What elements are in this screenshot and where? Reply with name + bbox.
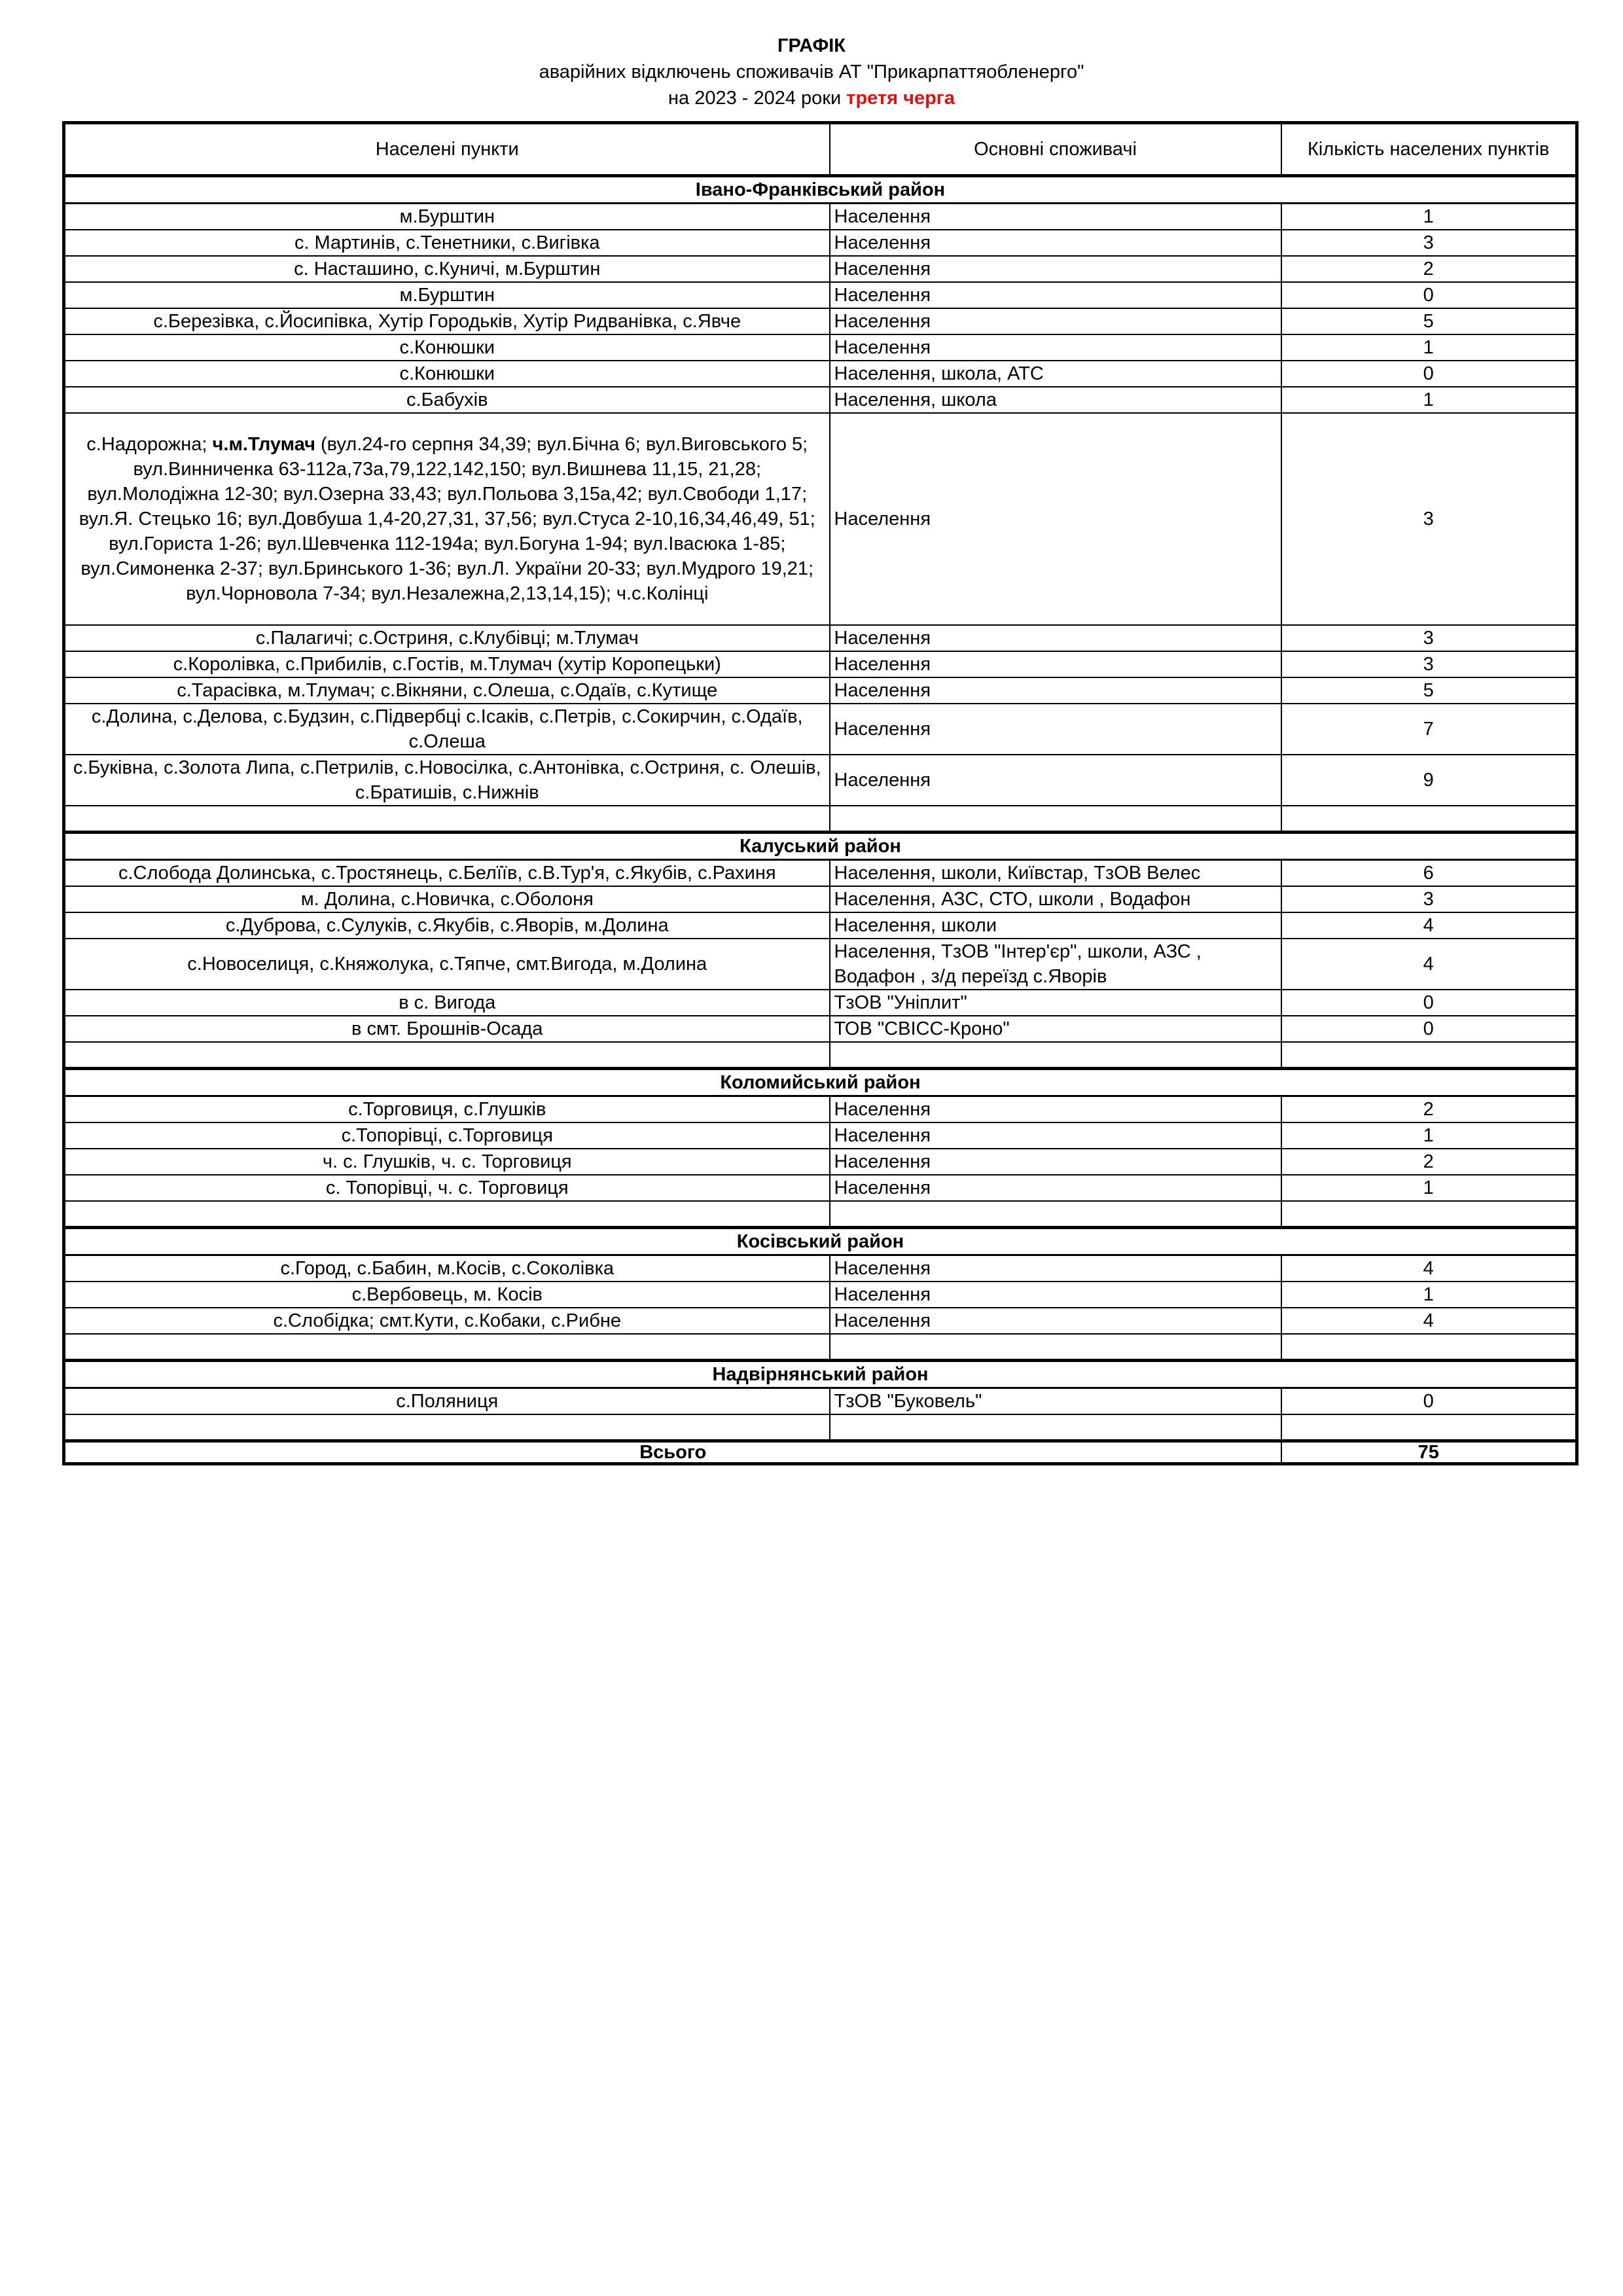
count-cell: 0 bbox=[1281, 1388, 1577, 1415]
table-row bbox=[64, 625, 1577, 651]
table-row bbox=[64, 387, 1577, 413]
locality-cell: с.Слобода Долинська, с.Тростянець, с.Белїїв, с.В.Тур'я, с.Якубів, с.Рахиня bbox=[64, 860, 830, 887]
count-cell: 1 bbox=[1281, 204, 1577, 230]
count-cell: 2 bbox=[1281, 1149, 1577, 1175]
table-row bbox=[64, 651, 1577, 677]
queue-label: третя черга bbox=[846, 88, 955, 109]
empty-row bbox=[64, 1334, 1577, 1361]
count-cell: 3 bbox=[1281, 413, 1577, 625]
count-cell: 1 bbox=[1281, 1175, 1577, 1201]
period-text: на 2023 - 2024 роки bbox=[668, 88, 842, 109]
table-row bbox=[64, 1388, 1577, 1415]
document-subtitle: аварійних відключень споживачів АТ "Прикарпаттяобленерго" bbox=[539, 62, 1084, 82]
section-header-kosiv bbox=[64, 1228, 1577, 1255]
locality-bold-text: ч.м.Тлумач bbox=[212, 434, 315, 455]
count-cell: 3 bbox=[1281, 625, 1577, 651]
locality-cell: с.Буківна, с.Золота Липа, с.Петрилів, с.Новосілка, с.Антонівка, с.Остриня, с. Олешів, с.Братишів, с.Нижнів bbox=[64, 755, 830, 806]
locality-cell: с.Конюшки bbox=[64, 334, 830, 361]
locality-cell: с.Город, с.Бабин, м.Косів, с.Соколівка bbox=[64, 1255, 830, 1282]
table-row bbox=[64, 886, 1577, 912]
section-title: Коломийський район bbox=[64, 1069, 1577, 1096]
consumers-cell: Населення, школа, АТС bbox=[830, 361, 1281, 387]
section-title: Косівський район bbox=[64, 1228, 1577, 1255]
empty-row bbox=[64, 1201, 1577, 1228]
locality-cell: с.Тарасівка, м.Тлумач; с.Вікняни, с.Олеша, с.Одаїв, с.Кутище bbox=[64, 677, 830, 704]
consumers-cell: Населення bbox=[830, 755, 1281, 806]
table-row bbox=[64, 1096, 1577, 1123]
count-cell: 0 bbox=[1281, 361, 1577, 387]
consumers-cell: Населення bbox=[830, 677, 1281, 704]
count-cell: 2 bbox=[1281, 1096, 1577, 1123]
count-cell: 1 bbox=[1281, 1282, 1577, 1308]
table-row bbox=[64, 308, 1577, 334]
count-cell: 6 bbox=[1281, 860, 1577, 887]
section-title: Надвірнянський район bbox=[64, 1361, 1577, 1388]
table-row bbox=[64, 1308, 1577, 1334]
table-row bbox=[64, 413, 1577, 625]
consumers-cell: Населення bbox=[830, 308, 1281, 334]
section-header-kalush bbox=[64, 833, 1577, 860]
consumers-cell: ТзОВ "Уніплит" bbox=[830, 990, 1281, 1016]
locality-cell: с.Королівка, с.Прибилів, с.Гостів, м.Тлумач (хутір Коропецьки) bbox=[64, 651, 830, 677]
count-cell: 4 bbox=[1281, 1255, 1577, 1282]
total-value: 75 bbox=[1281, 1441, 1577, 1464]
table-row bbox=[64, 860, 1577, 887]
table-row bbox=[64, 755, 1577, 806]
consumers-cell: Населення bbox=[830, 413, 1281, 625]
consumers-cell: Населення bbox=[830, 282, 1281, 308]
consumers-cell: Населення bbox=[830, 651, 1281, 677]
locality-cell: с.Долина, с.Делова, с.Будзин, с.Підвербці с.Ісаків, с.Петрів, с.Сокирчин, с.Одаїв, с.Олеша bbox=[64, 704, 830, 755]
locality-cell: м.Бурштин bbox=[64, 282, 830, 308]
column-header-consumers: Основні споживачі bbox=[830, 123, 1281, 176]
consumers-cell: Населення, школи, Київстар, ТзОВ Велес bbox=[830, 860, 1281, 887]
empty-row bbox=[64, 806, 1577, 833]
total-row bbox=[64, 1441, 1577, 1464]
count-cell: 7 bbox=[1281, 704, 1577, 755]
count-cell: 1 bbox=[1281, 1122, 1577, 1149]
consumers-cell: ТОВ "СВІСС-Кроно" bbox=[830, 1016, 1281, 1042]
consumers-cell: Населення bbox=[830, 1096, 1281, 1123]
total-label: Всього bbox=[64, 1441, 1281, 1464]
locality-cell: с.Торговиця, с.Глушків bbox=[64, 1096, 830, 1123]
empty-row bbox=[64, 1414, 1577, 1441]
column-header-count: Кількість населених пунктів bbox=[1281, 123, 1577, 176]
locality-cell: с.Дуброва, с.Сулуків, с.Якубів, с.Яворів, м.Долина bbox=[64, 912, 830, 939]
count-cell: 5 bbox=[1281, 677, 1577, 704]
locality-cell: с.Бабухів bbox=[64, 387, 830, 413]
count-cell: 5 bbox=[1281, 308, 1577, 334]
count-cell: 3 bbox=[1281, 886, 1577, 912]
consumers-cell: Населення bbox=[830, 1175, 1281, 1201]
consumers-cell: Населення, ТзОВ "Інтер'єр", школи, АЗС , Водафон , з/д переїзд с.Яворів bbox=[830, 939, 1281, 990]
consumers-cell: Населення bbox=[830, 230, 1281, 256]
consumers-cell: Населення bbox=[830, 204, 1281, 230]
section-header-kolomyia bbox=[64, 1069, 1577, 1096]
locality-cell: с.Новоселиця, с.Княжолука, с.Тяпче, смт.Вигода, м.Долина bbox=[64, 939, 830, 990]
table-row bbox=[64, 334, 1577, 361]
locality-text: с.Надорожна; bbox=[86, 434, 213, 455]
count-cell: 1 bbox=[1281, 334, 1577, 361]
locality-cell: в с. Вигода bbox=[64, 990, 830, 1016]
outage-schedule-table bbox=[62, 121, 1578, 1465]
table-row bbox=[64, 1016, 1577, 1042]
document-title: ГРАФІК bbox=[777, 35, 846, 56]
table-header-row bbox=[64, 123, 1577, 176]
count-cell: 0 bbox=[1281, 1016, 1577, 1042]
locality-cell: с.Вербовець, м. Косів bbox=[64, 1282, 830, 1308]
count-cell: 9 bbox=[1281, 755, 1577, 806]
table-row bbox=[64, 704, 1577, 755]
consumers-cell: Населення bbox=[830, 625, 1281, 651]
locality-cell: с.Палагичі; с.Остриня, с.Клубівці; м.Тлумач bbox=[64, 625, 830, 651]
locality-cell: с.Березівка, с.Йосипівка, Хутір Городьків, Хутір Ридванівка, с.Явче bbox=[64, 308, 830, 334]
document-header bbox=[0, 33, 1623, 111]
locality-cell: с.Топорівці, с.Торговиця bbox=[64, 1122, 830, 1149]
table-row bbox=[64, 939, 1577, 990]
consumers-cell: Населення bbox=[830, 334, 1281, 361]
count-cell: 0 bbox=[1281, 282, 1577, 308]
consumers-cell: Населення bbox=[830, 704, 1281, 755]
consumers-cell: Населення bbox=[830, 1122, 1281, 1149]
locality-text: (вул.24-го серпня 34,39; вул.Бічна 6; вул.Виговського 5; вул.Винниченка 63-112а,73а,79,122,142,150; вул.Вишнева 11,15, 21,28; вул.Молодіжна 12-30; вул.Озерна 33,43; вул.Польова 3,15а,42; вул.Свободи 1,17; вул.Я. Стецько 16; вул.Довбуша 1,4-20,27,31, 37,56; вул.Стуса 2-10,16,34,46,49, 51; вул.Гориста 1-26; вул.Шевченка 112-194а; вул.Богуна 1-94; вул.Івасюка 1-85; вул.Симоненка 2-37; вул.Бринського 1-36; вул.Л. України 20-33; вул.Мудрого 19,21; вул.Чорновола 7-34; вул.Незалежна,2,13,14,15); ч.с.Колінці bbox=[79, 434, 815, 604]
count-cell: 0 bbox=[1281, 990, 1577, 1016]
consumers-cell: Населення bbox=[830, 1255, 1281, 1282]
table-row bbox=[64, 1122, 1577, 1149]
table-row bbox=[64, 1255, 1577, 1282]
count-cell: 4 bbox=[1281, 939, 1577, 990]
locality-cell: м.Бурштин bbox=[64, 204, 830, 230]
consumers-cell: Населення bbox=[830, 1149, 1281, 1175]
locality-cell: с.Конюшки bbox=[64, 361, 830, 387]
table-row bbox=[64, 1175, 1577, 1201]
consumers-cell: Населення, школа bbox=[830, 387, 1281, 413]
count-cell: 1 bbox=[1281, 387, 1577, 413]
table-row bbox=[64, 282, 1577, 308]
section-title: Калуський район bbox=[64, 833, 1577, 860]
consumers-cell: Населення bbox=[830, 1308, 1281, 1334]
count-cell: 3 bbox=[1281, 651, 1577, 677]
column-header-localities: Населені пункти bbox=[64, 123, 830, 176]
table-row bbox=[64, 230, 1577, 256]
section-title: Івано-Франківський район bbox=[64, 176, 1577, 204]
locality-cell: с. Насташино, с.Куничі, м.Бурштин bbox=[64, 256, 830, 282]
table-row bbox=[64, 256, 1577, 282]
count-cell: 2 bbox=[1281, 256, 1577, 282]
table-row bbox=[64, 677, 1577, 704]
section-header-nadvirna bbox=[64, 1361, 1577, 1388]
table-row bbox=[64, 990, 1577, 1016]
table-row bbox=[64, 1149, 1577, 1175]
table-row bbox=[64, 204, 1577, 230]
table-row bbox=[64, 912, 1577, 939]
document-period bbox=[0, 85, 1623, 111]
locality-cell: м. Долина, с.Новичка, с.Оболоня bbox=[64, 886, 830, 912]
locality-cell: с.Слобідка; смт.Кути, с.Кобаки, с.Рибне bbox=[64, 1308, 830, 1334]
table-row bbox=[64, 1282, 1577, 1308]
locality-cell: ч. с. Глушків, ч. с. Торговиця bbox=[64, 1149, 830, 1175]
count-cell: 4 bbox=[1281, 912, 1577, 939]
locality-cell: с. Мартинів, с.Тенетники, с.Вигівка bbox=[64, 230, 830, 256]
consumers-cell: Населення, школи bbox=[830, 912, 1281, 939]
table-row bbox=[64, 361, 1577, 387]
consumers-cell: Населення, АЗС, СТО, школи , Водафон bbox=[830, 886, 1281, 912]
section-header-ivano-frankivsk bbox=[64, 176, 1577, 204]
consumers-cell: Населення bbox=[830, 1282, 1281, 1308]
locality-cell: в смт. Брошнів-Осада bbox=[64, 1016, 830, 1042]
count-cell: 3 bbox=[1281, 230, 1577, 256]
locality-cell: с.Поляниця bbox=[64, 1388, 830, 1415]
empty-row bbox=[64, 1042, 1577, 1069]
count-cell: 4 bbox=[1281, 1308, 1577, 1334]
consumers-cell: ТзОВ "Буковель" bbox=[830, 1388, 1281, 1415]
consumers-cell: Населення bbox=[830, 256, 1281, 282]
locality-cell: с. Топорівці, ч. с. Торговиця bbox=[64, 1175, 830, 1201]
locality-cell bbox=[64, 413, 830, 625]
